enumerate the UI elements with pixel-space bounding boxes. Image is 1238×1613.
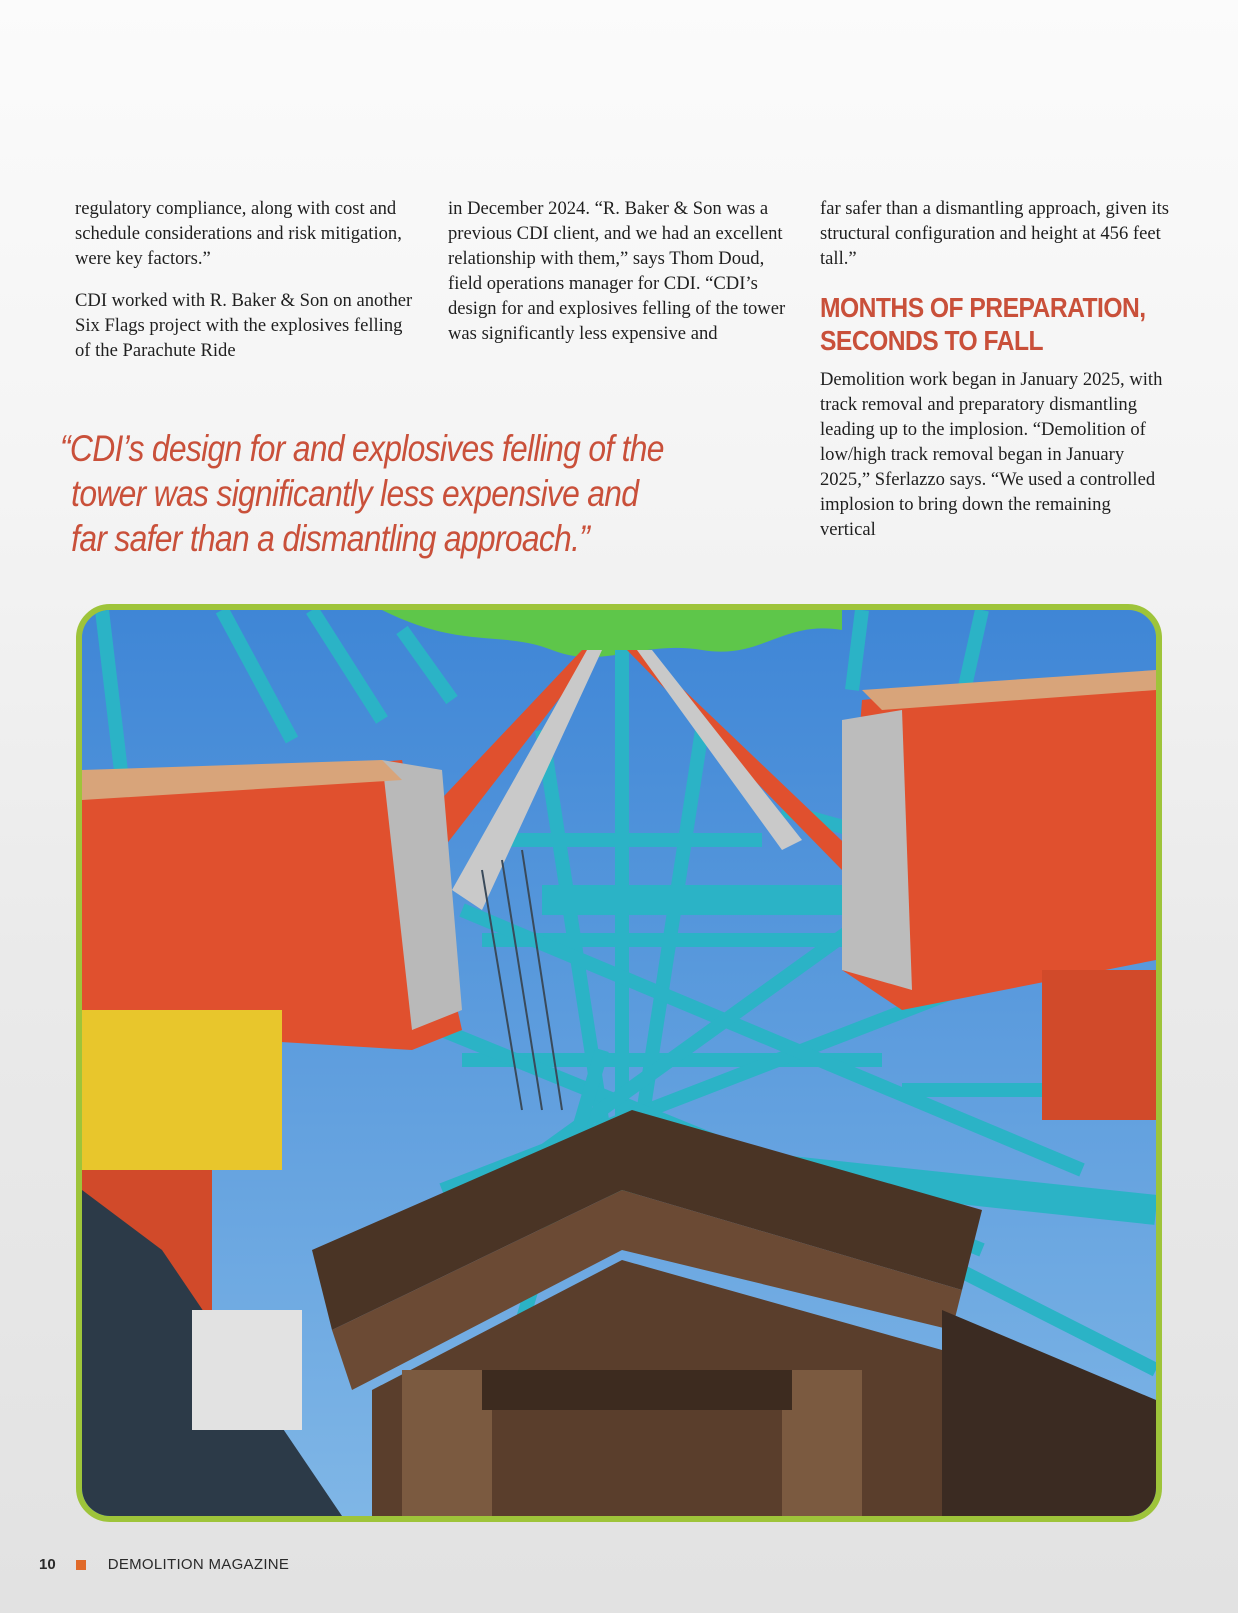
ride-tower-photo	[76, 604, 1162, 1522]
column3-paragraph-1: far safer than a dismantling approach, given its structural configuration and height at 456 feet tall.”	[820, 198, 1170, 269]
page-number: 10	[39, 1556, 56, 1573]
pull-quote	[60, 426, 679, 561]
subhead-line-1: MONTHS OF PREPARATION,	[820, 292, 1146, 323]
text-column-1	[75, 196, 420, 380]
subhead-line-2: SECONDS TO FALL	[820, 325, 1043, 356]
pull-quote-line-2: tower was significantly less expensive and	[71, 473, 639, 514]
column3-paragraph-2: Demolition work began in January 2025, with track removal and preparatory dismantling leading up to the implosion. “Demolition of low/high track removal began in January 2025,” Sferlazzo says. “We used a controlled implosion to bring down the remaining vertical	[820, 369, 1163, 540]
pull-quote-line-1: “CDI’s design for and explosives felling of the	[60, 428, 664, 469]
column1-paragraph-2: CDI worked with R. Baker & Son on another Six Flags project with the explosives felling of the Parachute Ride	[75, 290, 413, 361]
text-column-3	[820, 196, 1170, 559]
section-subhead	[820, 291, 1172, 357]
photo-illustration	[82, 610, 1156, 1516]
pull-quote-line-3: far safer than a dismantling approach.”	[71, 518, 590, 559]
magazine-name: DEMOLITION MAGAZINE	[107, 1556, 290, 1573]
text-column-2	[448, 196, 793, 363]
footer-square-icon	[76, 1560, 86, 1570]
column2-paragraph-1: in December 2024. “R. Baker & Son was a previous CDI client, and we had an excellent relationship with them,” says Thom Doud, field operations manager for CDI. “CDI’s design for and explosives felling of the tower was significantly less expensive and	[448, 198, 786, 344]
page-footer	[39, 1556, 289, 1573]
column1-paragraph-1: regulatory compliance, along with cost and schedule considerations and risk mitigation, were key factors.”	[75, 198, 402, 269]
